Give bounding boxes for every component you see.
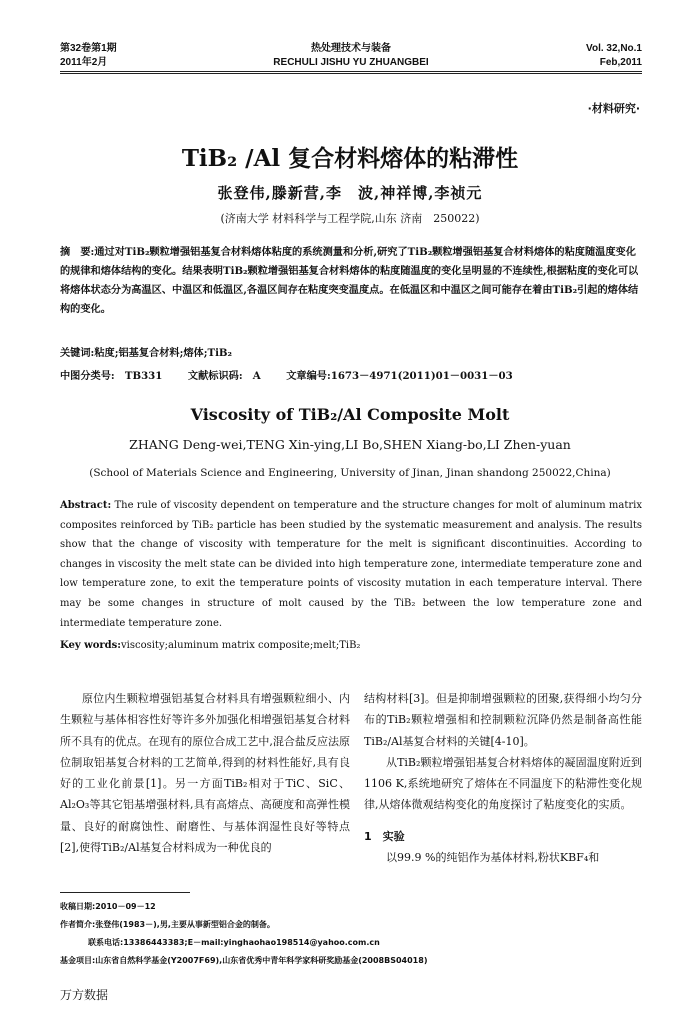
abstract-label: Abstract: <box>60 500 112 511</box>
keywords-text: 粘度;铝基复合材料;熔体;TiB₂ <box>94 347 233 359</box>
header-rule <box>60 71 642 72</box>
footnote-rule <box>60 892 190 893</box>
abstract-label: 摘 要: <box>60 246 95 258</box>
body-paragraph: 原位内生颗粒增强铝基复合材料具有增强颗粒细小、内生颗粒与基体相容性好等许多外加强化相增强铝基复合材料所不具有的优点。在现有的原位合成工艺中,混合盐反应法原位制取铝基复合材料的工艺简单,得到的材料性能好,具有良好的工业化前景[1]。另一方面TiB₂相对于TiC、SiC、Al₂O₃等其它铝基增强材料,具有高熔点、高硬度和高弹性模量、良好的耐腐蚀性、耐磨性、与基体润湿性良好等特点[2],使得TiB₂/Al基复合材料成为一种优良的 <box>60 692 350 855</box>
volume-cn: 第32卷第1期 <box>60 43 117 54</box>
received-date: 收稿日期:2010－09－12 <box>60 902 156 911</box>
volume-en: Vol. 32,No.1 <box>586 43 642 54</box>
body-paragraph: 从TiB₂颗粒增强铝基复合材料熔体的凝固温度附近到1106 K,系统地研究了熔体在不同温度下的粘滞性变化规律,从熔体微观结构变化的角度探讨了粘度变化的实质。 <box>364 755 642 812</box>
keywords-text: viscosity;aluminum matrix composite;melt;TiB₂ <box>121 640 361 651</box>
document-code: 文献标识码: A <box>187 370 261 382</box>
abstract-text: The rule of viscosity dependent on temperature and the structure changes for molt of aluminum matrix composites reinforced by TiB₂ particle has been studied by the systematic measurement and analysis. The results show that the change of viscosity with temperature for the melt is significant discontinuities. According to changes in viscosity the melt state can be divided into high temperature zone, intermediate temperature zone and low temperature zone, to exit the temperature points of viscosity mutation in each temperature interval. There may be some changes in structure of molt caused by the TiB₂ between the low temperature zone and intermediate temperature zone. <box>60 500 642 629</box>
author-bio: 作者简介:张登伟(1983－),男,主要从事新型铝合金的制备。 <box>60 920 275 929</box>
keywords-label: 关键词: <box>60 347 95 359</box>
body-right-column <box>364 688 642 868</box>
contact-info: 联系电话:13386443383;E－mail:yinghaohao198514@yahoo.com.cn <box>88 938 380 947</box>
keywords-label: Key words: <box>60 640 121 651</box>
classification-line <box>60 367 642 386</box>
abstract-text: 通过对TiB₂颗粒增强铝基复合材料熔体粘度的系统测量和分析,研究了TiB₂颗粒增强铝基复合材料熔体的粘度随温度变化的规律和熔体结构的变化。结果表明TiB₂颗粒增强铝基复合材料熔体的粘度随温度的变化呈明显的不连续性,根据粘度的变化可以将熔体状态分为高温区、中温区和低温区,各温区间存在粘度突变温度点。在低温区和中温区之间可能存在着由TiB₂引起的熔体结构的变化。 <box>60 246 639 315</box>
section-tag: ·材料研究· <box>587 102 640 115</box>
header-center <box>60 42 642 70</box>
body-left-column <box>60 688 350 858</box>
english-keywords <box>60 640 642 651</box>
date-cn: 2011年2月 <box>60 57 108 68</box>
chinese-authors: 张登伟,滕新营,李 波,神祥博,李祯元 <box>217 184 483 202</box>
chinese-abstract <box>60 243 642 319</box>
english-affiliation: (School of Materials Science and Engineering, University of Jinan, Jinan shandong 250022,China) <box>89 467 611 479</box>
chinese-title: TiB₂ /Al 复合材料熔体的粘滞性 <box>181 145 519 172</box>
clc-number: 中图分类号: TB331 <box>60 370 163 382</box>
journal-cn: 热处理技术与装备 <box>311 43 391 54</box>
english-abstract <box>60 496 642 633</box>
article-number: 文章编号:1673－4971(2011)01－0031－03 <box>286 370 513 382</box>
chinese-keywords <box>60 344 642 363</box>
header-rule <box>60 73 642 74</box>
section-heading: 1 实验 <box>364 829 405 843</box>
watermark: 万方数据 <box>60 988 109 1002</box>
running-header <box>60 42 642 76</box>
english-authors: ZHANG Deng-wei,TENG Xin-ying,LI Bo,SHEN Xiang-bo,LI Zhen-yuan <box>129 437 571 452</box>
chinese-affiliation: (济南大学 材料科学与工程学院,山东 济南 250022) <box>220 212 480 225</box>
date-en: Feb,2011 <box>599 57 642 68</box>
english-title: Viscosity of TiB₂/Al Composite Molt <box>190 405 510 424</box>
body-paragraph: 结构材料[3]。但是抑制增强颗粒的团聚,获得细小均匀分布的TiB₂颗粒增强相和控制颗粒沉降仍然是制备高性能TiB₂/Al基复合材料的关键[4-10]。 <box>364 692 642 748</box>
body-paragraph: 以99.9 %的纯铝作为基体材料,粉状KBF₄和 <box>386 851 600 865</box>
footnotes <box>60 898 642 970</box>
journal-pinyin: RECHULI JISHU YU ZHUANGBEI <box>273 57 429 68</box>
header-right <box>586 42 642 70</box>
fund-info: 基金项目:山东省自然科学基金(Y2007F69),山东省优秀中青年科学家科研奖励基金(2008BS04018) <box>60 956 428 965</box>
